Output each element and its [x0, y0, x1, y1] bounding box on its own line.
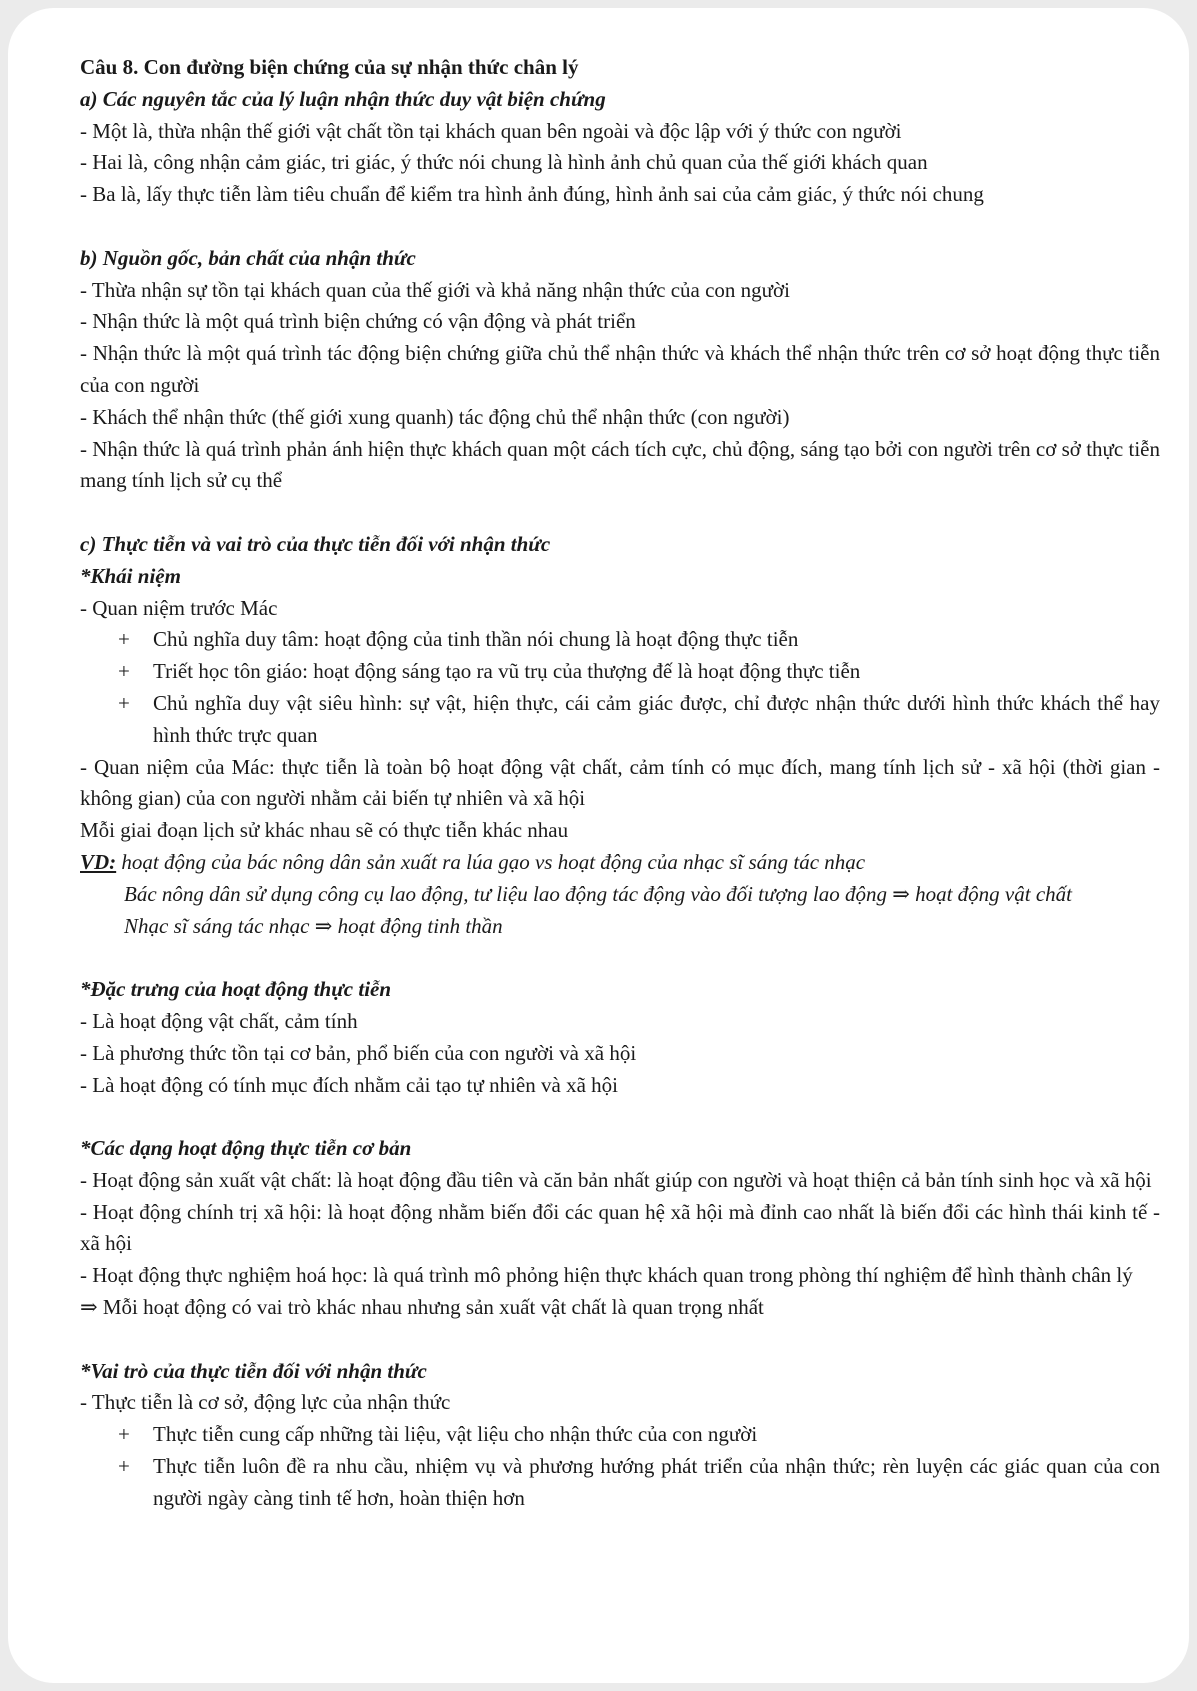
- pre-marx-item-text: Chủ nghĩa duy tâm: hoạt động của tinh thần nói chung là hoạt động thực tiễn: [153, 627, 799, 652]
- plus-marker: +: [118, 659, 130, 684]
- section-b-item: - Khách thể nhận thức (thế giới xung quanh) tác động chủ thể nhận thức (con người): [80, 404, 790, 429]
- form-conclusion: ⇒ Mỗi hoạt động có vai trò khác nhau nhưng sản xuất vật chất là quan trọng nhất: [80, 1295, 764, 1320]
- trait-item: - Là hoạt động vật chất, cảm tính: [80, 1008, 358, 1033]
- pre-marx-item-text: Triết học tôn giáo: hoạt động sáng tạo ra vũ trụ của thượng đế là hoạt động thực tiễn: [153, 659, 861, 684]
- example-label: VD:: [80, 849, 117, 874]
- spacer: [80, 1101, 1160, 1133]
- section-b-item: - Nhận thức là một quá trình biện chứng có vận động và phát triển: [80, 309, 636, 334]
- example-detail: Nhạc sĩ sáng tác nhạc ⇒ hoạt động tinh thần: [124, 913, 503, 938]
- plus-marker: +: [118, 1454, 130, 1479]
- section-a-item: - Một là, thừa nhận thế giới vật chất tồn tại khách quan bên ngoài và độc lập với ý thức con người: [80, 118, 902, 143]
- traits-heading: *Đặc trưng của hoạt động thực tiễn: [80, 977, 392, 1002]
- pre-marx-item: [80, 688, 1160, 752]
- section-b-item: - Nhận thức là quá trình phản ánh hiện thực khách quan một cách tích cực, chủ động, sáng tạo bởi con người trên cơ sở thực tiễn mang tính lịch sử cụ thể: [80, 436, 1160, 493]
- section-b-item: - Thừa nhận sự tồn tại khách quan của thế giới và khả năng nhận thức của con người: [80, 277, 790, 302]
- pre-marx-heading: - Quan niệm trước Mác: [80, 595, 278, 620]
- role-item: [80, 1451, 1160, 1515]
- example-line: [80, 847, 1160, 879]
- section-a-item: - Hai là, công nhận cảm giác, tri giác, ý thức nói chung là hình ảnh chủ quan của thế giới khách quan: [80, 150, 928, 175]
- stages-note: Mỗi giai đoạn lịch sử khác nhau sẽ có thực tiễn khác nhau: [80, 818, 569, 843]
- form-item: - Hoạt động chính trị xã hội: là hoạt động nhằm biến đổi các quan hệ xã hội mà đỉnh cao nhất là biến đổi các hình thái kinh tế - xã hội: [80, 1199, 1160, 1256]
- section-a-item: - Ba là, lấy thực tiễn làm tiêu chuẩn để kiểm tra hình ảnh đúng, hình ảnh sai của cảm giác, ý thức nói chung: [80, 182, 984, 207]
- spacer: [80, 497, 1160, 529]
- spacer: [80, 1324, 1160, 1356]
- role-intro: - Thực tiễn là cơ sở, động lực của nhận thức: [80, 1390, 451, 1415]
- section-b-heading: b) Nguồn gốc, bản chất của nhận thức: [80, 245, 416, 270]
- section-b-item: - Nhận thức là một quá trình tác động biện chứng giữa chủ thể nhận thức và khách thể nhận thức trên cơ sở hoạt động thực tiễn của con người: [80, 341, 1160, 397]
- plus-marker: +: [118, 690, 130, 715]
- trait-item: - Là phương thức tồn tại cơ bản, phổ biến của con người và xã hội: [80, 1040, 637, 1065]
- document-page: [8, 8, 1189, 1683]
- role-item-text: Thực tiễn cung cấp những tài liệu, vật liệu cho nhận thức của con người: [153, 1422, 758, 1447]
- pre-marx-item: [80, 656, 1160, 688]
- role-heading: *Vai trò của thực tiễn đối với nhận thức: [80, 1358, 427, 1383]
- pre-marx-item: [80, 624, 1160, 656]
- page-title: Câu 8. Con đường biện chứng của sự nhận thức chân lý: [80, 55, 579, 79]
- trait-item: - Là hoạt động có tính mục đích nhằm cải tạo tự nhiên và xã hội: [80, 1072, 618, 1097]
- spacer: [80, 211, 1160, 243]
- plus-marker: +: [118, 627, 130, 652]
- concept-heading: *Khái niệm: [80, 563, 181, 588]
- form-item: - Hoạt động thực nghiệm hoá học: là quá trình mô phỏng hiện thực khách quan trong phòng thí nghiệm để hình thành chân lý: [80, 1263, 1133, 1288]
- pre-marx-item-text: Chủ nghĩa duy vật siêu hình: sự vật, hiện thực, cái cảm giác được, chỉ được nhận thức dưới hình thức khách thể hay hình thức trực quan: [153, 690, 1160, 747]
- marx-concept: - Quan niệm của Mác: thực tiễn là toàn bộ hoạt động vật chất, cảm tính có mục đích, mang tính lịch sử - xã hội (thời gian - không gian) của con người nhằm cải biến tự nhiên và xã hội: [80, 754, 1160, 811]
- plus-marker: +: [118, 1422, 130, 1447]
- section-a-heading: a) Các nguyên tắc của lý luận nhận thức duy vật biện chứng: [80, 86, 606, 111]
- example-detail: Bác nông dân sử dụng công cụ lao động, tư liệu lao động tác động vào đối tượng lao động ⇒ hoạt động vật chất: [124, 881, 1072, 906]
- example-text: hoạt động của bác nông dân sản xuất ra lúa gạo vs hoạt động của nhạc sĩ sáng tác nhạc: [121, 849, 866, 874]
- document-body: [80, 52, 1160, 1515]
- role-item-text: Thực tiễn luôn đề ra nhu cầu, nhiệm vụ và phương hướng phát triển của nhận thức; rèn luyện các giác quan của con người ngày càng tinh tế hơn, hoàn thiện hơn: [153, 1454, 1160, 1510]
- form-item: - Hoạt động sản xuất vật chất: là hoạt động đầu tiên và căn bản nhất giúp con người và hoạt thiện cả bản tính sinh học và xã hội: [80, 1167, 1152, 1192]
- spacer: [80, 942, 1160, 974]
- section-c-heading: c) Thực tiễn và vai trò của thực tiễn đối với nhận thức: [80, 531, 551, 556]
- forms-heading: *Các dạng hoạt động thực tiễn cơ bản: [80, 1136, 412, 1161]
- role-item: [80, 1419, 1160, 1451]
